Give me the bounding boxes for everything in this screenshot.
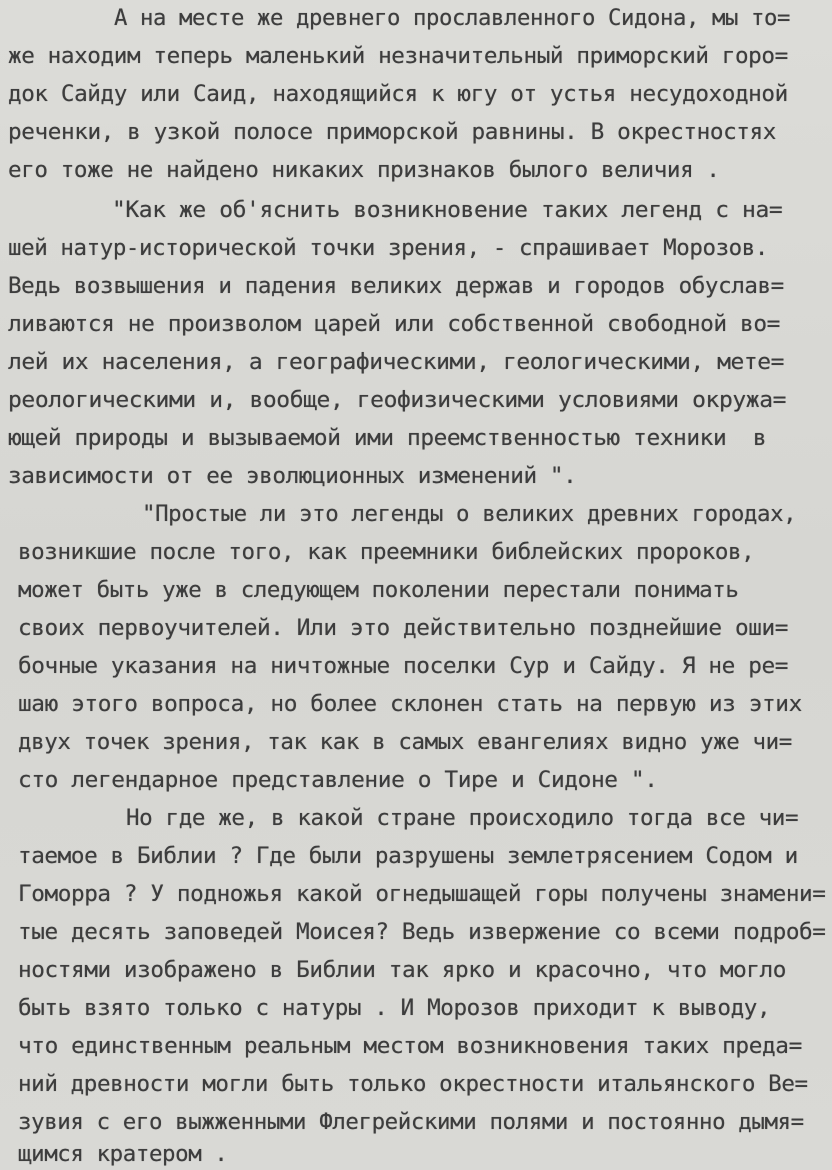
text-line: док Сайду или Саид, находящийся к югу от устья несудоходной <box>8 82 788 107</box>
text-line: шаю этого вопроса, но более склонен стать на первую из этих <box>18 692 802 717</box>
text-line: "Как же об'яснить возникновение таких легенд с на= <box>112 198 783 223</box>
text-line: своих первоучителей. Или это действительно позднейшие оши= <box>18 616 789 641</box>
text-line: лей их населения, а географическими, геологическими, мете= <box>8 350 785 375</box>
text-line: А на месте же древнего прославленного Сидона, мы то= <box>114 6 790 31</box>
text-line: реченки, в узкой полосе приморской равнины. В окрестностях <box>8 120 777 145</box>
text-line: возникшие после того, как преемники библейских пророков, <box>18 540 755 565</box>
text-line: быть взято только с натуры . И Морозов приходит к выводу, <box>18 996 771 1021</box>
text-line: реологическими и, вообще, геофизическими условиями окружа= <box>8 388 787 413</box>
text-line: сто легендарное представление о Тире и Сидоне ". <box>18 768 658 793</box>
text-line: шей натур-исторической точки зрения, - спрашивает Морозов. <box>8 236 769 261</box>
text-line: его тоже не найдено никаких признаков былого величия . <box>8 158 720 183</box>
text-line: тые десять заповедей Моисея? Ведь извержение со всеми подроб= <box>18 920 826 945</box>
text-line: Ведь возвышения и падения великих держав и городов обуслав= <box>8 274 784 299</box>
text-line: ностями изображено в Библии так ярко и красочно, что могло <box>18 958 787 983</box>
text-line: ний древности могли быть только окрестности итальянского Ве= <box>18 1072 808 1097</box>
text-line: ющей природы и вызываемой ими преемственностью техники в <box>8 426 767 451</box>
text-line: зувия с его выжженными Флегрейскими полями и постоянно дымя= <box>18 1110 804 1135</box>
text-line: таемое в Библии ? Где были разрушены землетрясением Содом и <box>18 844 798 869</box>
text-line: двух точек зрения, так как в самых евангелиях видно уже чи= <box>18 730 792 755</box>
text-line: бочные указания на ничтожные поселки Сур и Сайду. Я не ре= <box>18 654 789 679</box>
text-line: может быть уже в следующем поколении перестали понимать <box>18 578 739 603</box>
text-line: Гоморра ? У подножья какой огнедышащей горы получены знамени= <box>18 882 826 907</box>
text-line: "Простые ли это легенды о великих древних городах, <box>142 502 797 527</box>
text-line: же находим теперь маленький незначительный приморский горо= <box>8 44 788 69</box>
text-line: ливаются не произволом царей или собственной свободной во= <box>8 312 781 337</box>
text-line: зависимости от ее эволюционных изменений ". <box>8 464 577 489</box>
text-line: Но где же, в какой стране происходило тогда все чи= <box>126 806 799 831</box>
text-line: щимся кратером . <box>18 1142 228 1167</box>
text-line: что единственным реальным местом возникновения таких преда= <box>18 1034 802 1059</box>
